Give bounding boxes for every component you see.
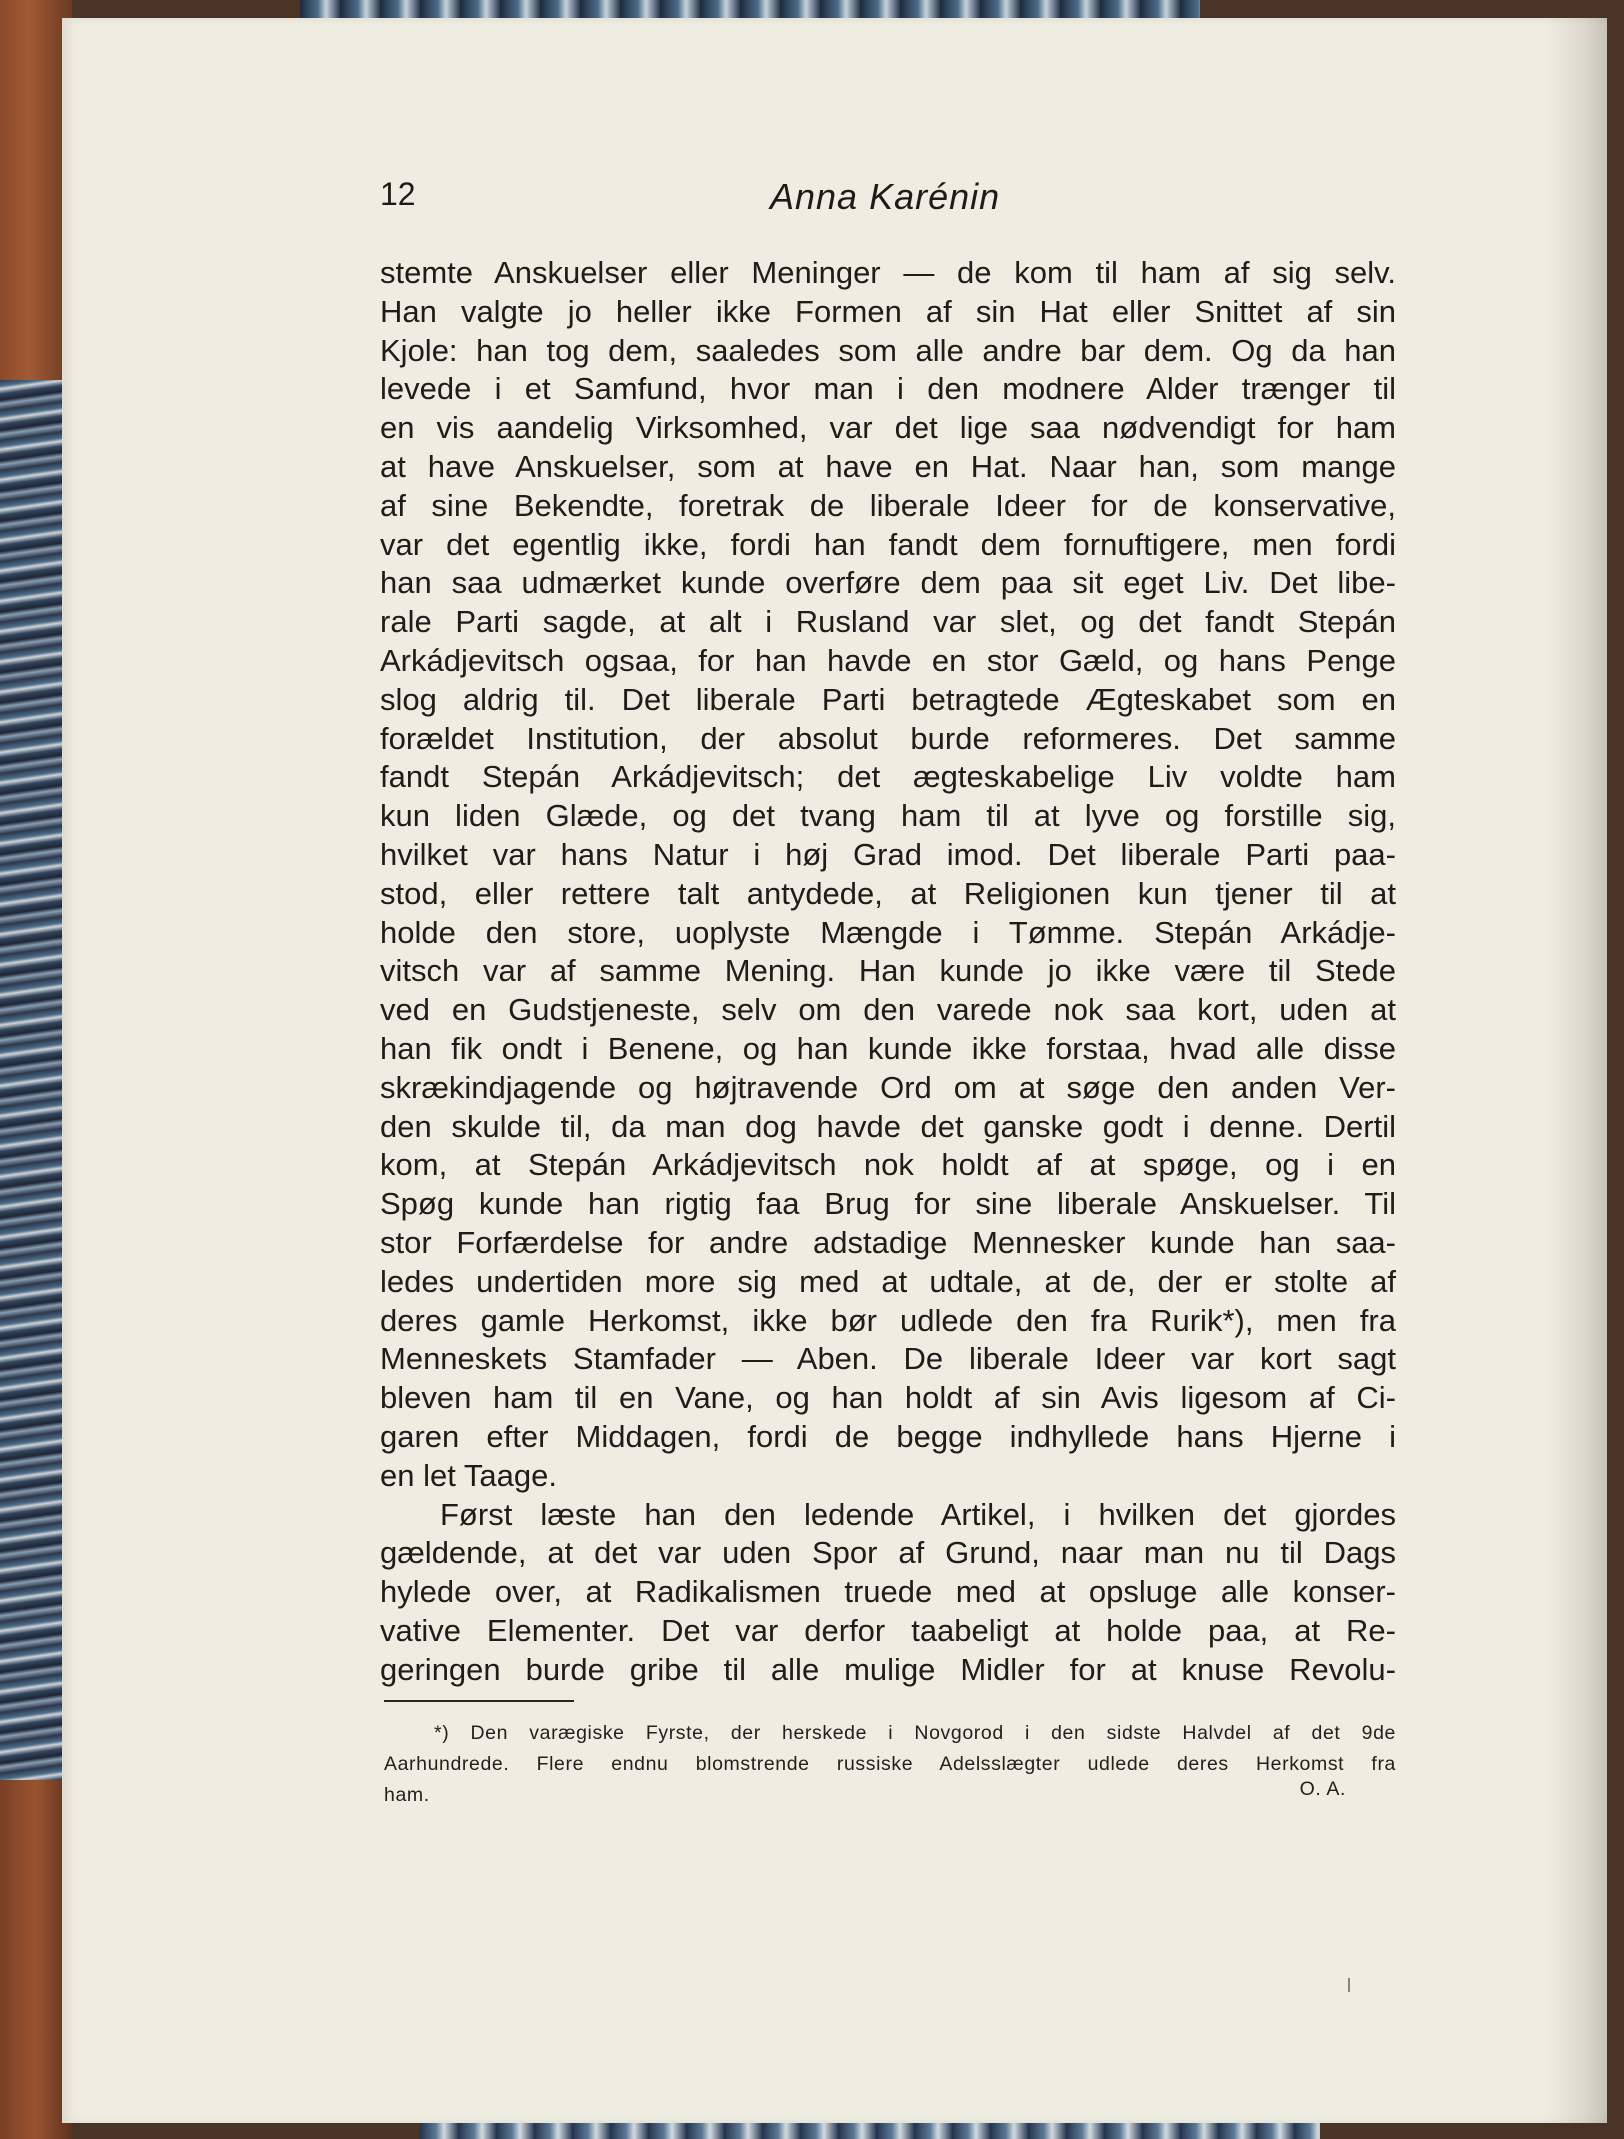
- paper-speck: [1348, 1978, 1350, 1992]
- footnote: [384, 1718, 1396, 1811]
- text-line: at have Anskuelser, som at have en Hat. Naar han, som mange: [380, 448, 1396, 484]
- text-line: bleven ham til en Vane, og han holdt af sin Avis ligesom af Ci-: [380, 1380, 1396, 1416]
- text-line: fandt Stepán Arkádjevitsch; det ægteskabelige Liv voldte ham: [380, 759, 1396, 795]
- marbled-strip-top: [300, 0, 1200, 20]
- text-line: hvilket var hans Natur i høj Grad imod. Det liberale Parti paa-: [380, 836, 1396, 872]
- text-line: af sine Bekendte, foretrak de liberale Ideer for de konservative,: [380, 487, 1396, 523]
- text-line: var det egentlig ikke, fordi han fandt dem fornuftigere, men fordi: [380, 526, 1396, 562]
- text-line: vitsch var af samme Mening. Han kunde jo ikke være til Stede: [380, 953, 1396, 989]
- text-line: Kjole: han tog dem, saaledes som alle andre bar dem. Og da han: [380, 332, 1396, 368]
- text-line: Arkádjevitsch ogsaa, for han havde en stor Gæld, og hans Penge: [380, 642, 1396, 678]
- text-line: Først læste han den ledende Artikel, i hvilken det gjordes: [440, 1496, 1396, 1532]
- text-line: han saa udmærket kunde overføre dem paa sit eget Liv. Det libe-: [380, 565, 1396, 601]
- text-line: Spøg kunde han rigtig faa Brug for sine liberale Anskuelser. Til: [380, 1186, 1396, 1222]
- text-line: slog aldrig til. Det liberale Parti betragtede Ægteskabet som en: [380, 681, 1396, 717]
- text-line: en let Taage.: [380, 1457, 557, 1493]
- text-line: kun liden Glæde, og det tvang ham til at lyve og forstille sig,: [380, 798, 1396, 834]
- text-line: en vis aandelig Virksomhed, var det lige saa nødvendigt for ham: [380, 410, 1396, 446]
- text-line: skrækindjagende og højtravende Ord om at søge den anden Ver-: [380, 1069, 1396, 1105]
- text-line: vative Elementer. Det var derfor taabeligt at holde paa, at Re-: [380, 1612, 1396, 1648]
- footnote-rule: [384, 1700, 574, 1702]
- text-line: rale Parti sagde, at alt i Rusland var slet, og det fandt Stepán: [380, 604, 1396, 640]
- text-line: ledes undertiden more sig med at udtale, at de, der er stolte af: [380, 1263, 1396, 1299]
- body-text: [380, 254, 1396, 1689]
- footnote-line: ham.: [384, 1784, 430, 1806]
- text-line: hylede over, at Radikalismen truede med at opsluge alle konser-: [380, 1574, 1396, 1610]
- text-line: garen efter Middagen, fordi de begge indhyllede hans Hjerne i: [380, 1418, 1396, 1454]
- text-line: geringen burde gribe til alle mulige Midler for at knuse Revolu-: [380, 1651, 1396, 1687]
- text-line: Menneskets Stamfader — Aben. De liberale Ideer var kort sagt: [380, 1341, 1396, 1377]
- page-gutter: [1547, 18, 1607, 2123]
- footnote-last-line: [384, 1780, 1396, 1811]
- text-line: stemte Anskuelser eller Meninger — de kom til ham af sig selv.: [380, 255, 1396, 290]
- text-line: kom, at Stepán Arkádjevitsch nok holdt af at spøge, og i en: [380, 1147, 1396, 1183]
- book-title: Anna Karénin: [770, 176, 1001, 217]
- page-number: 12: [380, 176, 416, 212]
- text-line: stor Forfærdelse for andre adstadige Mennesker kunde han saa-: [380, 1224, 1396, 1260]
- text-line: gældende, at det var uden Spor af Grund, naar man nu til Dags: [380, 1535, 1396, 1571]
- text-line: levede i et Samfund, hvor man i den modnere Alder trænger til: [380, 371, 1396, 407]
- text-line: ved en Gudstjeneste, selv om den varede nok saa kort, uden at: [380, 992, 1396, 1028]
- text-line: Han valgte jo heller ikke Formen af sin Hat eller Snittet af sin: [380, 293, 1396, 329]
- text-line: han fik ondt i Benene, og han kunde ikke forstaa, hvad alle disse: [380, 1030, 1396, 1066]
- footnote-line: *) Den varægiske Fyrste, der herskede i Novgorod i den sidste Halvdel af det 9de: [434, 1722, 1396, 1744]
- text-line: den skulde til, da man dog havde det ganske godt i denne. Dertil: [380, 1108, 1396, 1144]
- footnote-line: Aarhundrede. Flere endnu blomstrende russiske Adelsslægter udlede deres Herkomst fra: [384, 1753, 1396, 1775]
- text-line: stod, eller rettere talt antydede, at Religionen kun tjener til at: [380, 875, 1396, 911]
- running-head: [380, 176, 1390, 220]
- translator-signature: O. A.: [1299, 1778, 1346, 1800]
- text-line: deres gamle Herkomst, ikke bør udlede den fra Rurik*), men fra: [380, 1302, 1396, 1338]
- text-line: forældet Institution, der absolut burde reformeres. Det samme: [380, 720, 1396, 756]
- text-line: holde den store, uoplyste Mængde i Tømme. Stepán Arkádje-: [380, 914, 1396, 950]
